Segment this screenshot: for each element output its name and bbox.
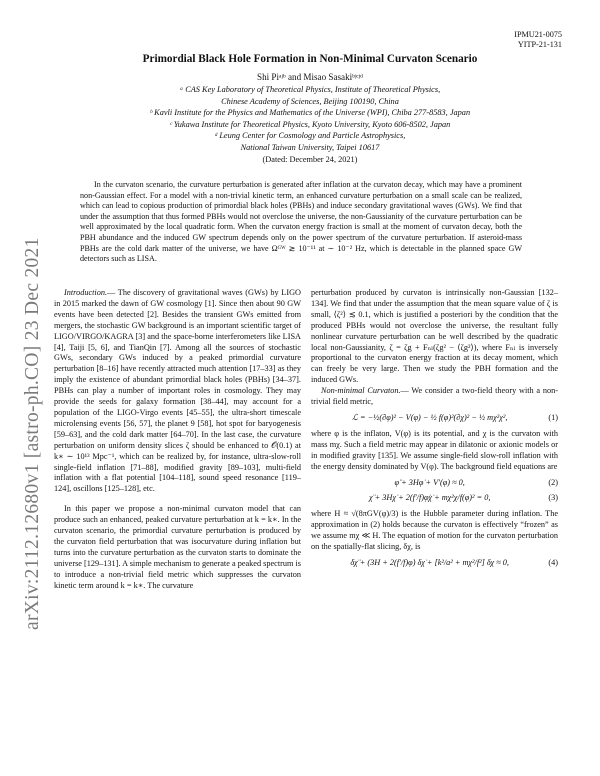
equation-body: ℒ = −½(∂φ)² − V(φ) − ½ f(φ)²(∂χ)² − ½ mχ²χ², (351, 412, 508, 422)
affiliation-line: National Taiwan University, Taipei 10617 (240, 142, 380, 152)
arxiv-identifier: arXiv:2112.12680v1 [astro-ph.CO] 23 Dec 2021 (22, 237, 43, 630)
intro-run-in-heading: Introduction. (64, 288, 108, 297)
equation-number: (4) (548, 557, 558, 567)
intro-text: — The discovery of gravitational waves (GWs) by LIGO in 2015 marked the dawn of GW cosmology [1]. Since then about 90 GW events have been detected [2]. Besides the transient GWs emitted from mergers, the stochastic GW background is an important scientific target of LIGO/VIRGO/KAGRA [3] and the space-borne interferometers like LISA [4], Taiji [5, 6], and TianQin [7]. Among all the sources of stochastic GWs, secondary GWs induced by a peaked primordial curvature perturbation [8–16] have recently attracted much attention [17–33] as they imply the existence of abundant primordial black holes (PBHs) [34–37]. PBHs can play a number of important roles in cosmology. They may provide the seeds for galaxy formation [38–44], may account for a population of the LIGO-Virgo events [45–55], the ultra-short timescale microlensing events [56, 57], the planet 9 [58], hot spot for baryogenesis [59–63], and the cold dark matter [64–70]. In the last case, the curvature perturbation on uniform density slices ζ should be enhanced to 𝒪(0.1) at k∗ ∼ 10¹³ Mpc⁻¹, which can be realized by, for instance, ultra-slow-roll single-field inflation [71–88], modified gravity [89–103], multi-field inflation with a flat potential [104–118], sound speed resonance [119–124], oscillons [125–128], etc. (54, 288, 301, 494)
equation-number: (3) (548, 493, 558, 503)
equation-number: (2) (548, 477, 558, 487)
affiliation-line: ᵇ Kavli Institute for the Physics and Mathematics of the Universe (WPI), Chiba 277-8583, Japan (149, 108, 471, 118)
field-equations-paragraph: where φ is the inflaton, V(φ) is its potential, and χ is the curvaton with mass mχ. Such a field metric may appear in dilatonic or axionic models or in modified gravity [135]. We assume single-field slow-roll inflation with the energy density dominated by V(φ). The background field equations are (311, 428, 558, 471)
equation-4 (311, 558, 558, 569)
abstract (80, 180, 522, 265)
paper-title: Primordial Black Hole Formation in Non-Minimal Curvaton Scenario (142, 53, 478, 65)
equation-body: χ̈ + 3Hχ̇ + 2(f′/f)φ̇χ̇ + mχ²χ/f(φ)² = 0, (368, 493, 491, 503)
hubble-paragraph: where H ≈ √(8πGV(φ)/3) is the Hubble parameter during inflation. The approximation in (2) holds because the curvaton is effectively “frozen” as we assume mχ ≪ H. The equation of motion for the curvaton perturbation on the spatially-flat slicing, δχ, is (311, 509, 558, 552)
report-number: YITP-21-131 (517, 40, 562, 49)
section-text: — We consider a two-field theory with a non-trivial field metric, (311, 386, 558, 407)
left-column (54, 288, 301, 591)
report-number: IPMU21-0075 (514, 30, 562, 39)
equation-1 (311, 413, 558, 424)
date-line: (Dated: December 24, 2021) (262, 154, 358, 164)
equation-body: φ̈ + 3Hφ̇ + V′(φ) ≈ 0, (394, 477, 465, 487)
affiliations (60, 84, 560, 165)
continuation-paragraph: perturbation produced by curvaton is intrinsically non-Gaussian [132–134]. We find that under the assumption that the mean square value of ζ is small, ⟨ζ²⟩ ≲ 0.1, which is justified a posteriori by the condition that the produced PBHs would not overclose the universe, the resultant fully nonlinear curvature perturbation can be well described by the quadratic local non-Gaussianity, ζ = ζg + Fₙₗ(ζg² − ⟨ζg²⟩), where Fₙₗ is inversely proportional to the curvaton energy fraction at its decay moment, which can freely be very large. Then we study the PBH formation and the induced GWs. (311, 288, 558, 385)
equation-body: δχ̈ + (3H + 2(f′/f)φ̇) δχ̇ + [k²/a² + mχ²/f²] δχ ≈ 0, (350, 557, 509, 567)
affiliation-line: ᵈ Leung Center for Cosmology and Particle Astrophysics, (214, 131, 406, 141)
right-column (311, 288, 558, 574)
affiliation-line: ᶜ Yukawa Institute for Theoretical Physics, Kyoto University, Kyoto 606-8502, Japan (169, 119, 451, 129)
section-paragraph (311, 386, 558, 408)
equation-3 (311, 493, 558, 504)
author-list: Shi Piᵃʲᵇ and Misao Sasakiᵇʲᶜʲᵈ (257, 72, 363, 82)
report-numbers (514, 30, 562, 50)
arxiv-sidebar (2, 160, 42, 630)
abstract-text: In the curvaton scenario, the curvature perturbation is generated after inflation at the curvaton decay, which may have a prominent non-Gaussian effect. For a model with a non-trivial kinetic term, an enhanced curvature perturbation on a small scale can be realized, which can lead to copious production of primordial black holes (PBHs) and induce secondary gravitational waves (GWs). We find that under the assumption that thus formed PBHs would not overclose the universe, the non-Gaussianity of the curvature perturbation can be well approximated by the local quadratic form. When the curvaton energy fraction is small at the moment of curvaton decay, both the PBH abundance and the induced GW spectrum depends only on the power spectrum of the curvature perturbation. If asteroid-mass PBHs are the cold dark matter of the universe, we have Ωᴳᵂ ≳ 10⁻¹¹ at ∼ 10⁻² Hz, which is detectable in the planned space GW detectors such as LISA. (80, 180, 522, 264)
equation-2 (311, 478, 558, 489)
section-run-in-heading: Non-minimal Curvaton. (321, 386, 401, 396)
affiliation-line: Chinese Academy of Sciences, Beijing 100190, China (221, 96, 399, 106)
intro-paragraph (54, 288, 301, 495)
model-paragraph: In this paper we propose a non-minimal curvaton model that can produce such an enhanced, peaked curvature perturbation at k = k∗. In the curvaton scenario, the primordial curvature perturbation is produced by the curvaton field perturbation that was isocurvature during inflation but turns into the curvature perturbation as the curvaton starts to dominate the universe [129–131]. A simple mechanism to generate a peaked spectrum is to introduce a non-trivial field metric which suppresses the curvaton kinetic term around k = k∗. The curvature (54, 504, 301, 590)
equation-number: (1) (548, 412, 558, 422)
affiliation-line: ᵃ CAS Key Laboratory of Theoretical Physics, Institute of Theoretical Physics, (179, 85, 441, 94)
